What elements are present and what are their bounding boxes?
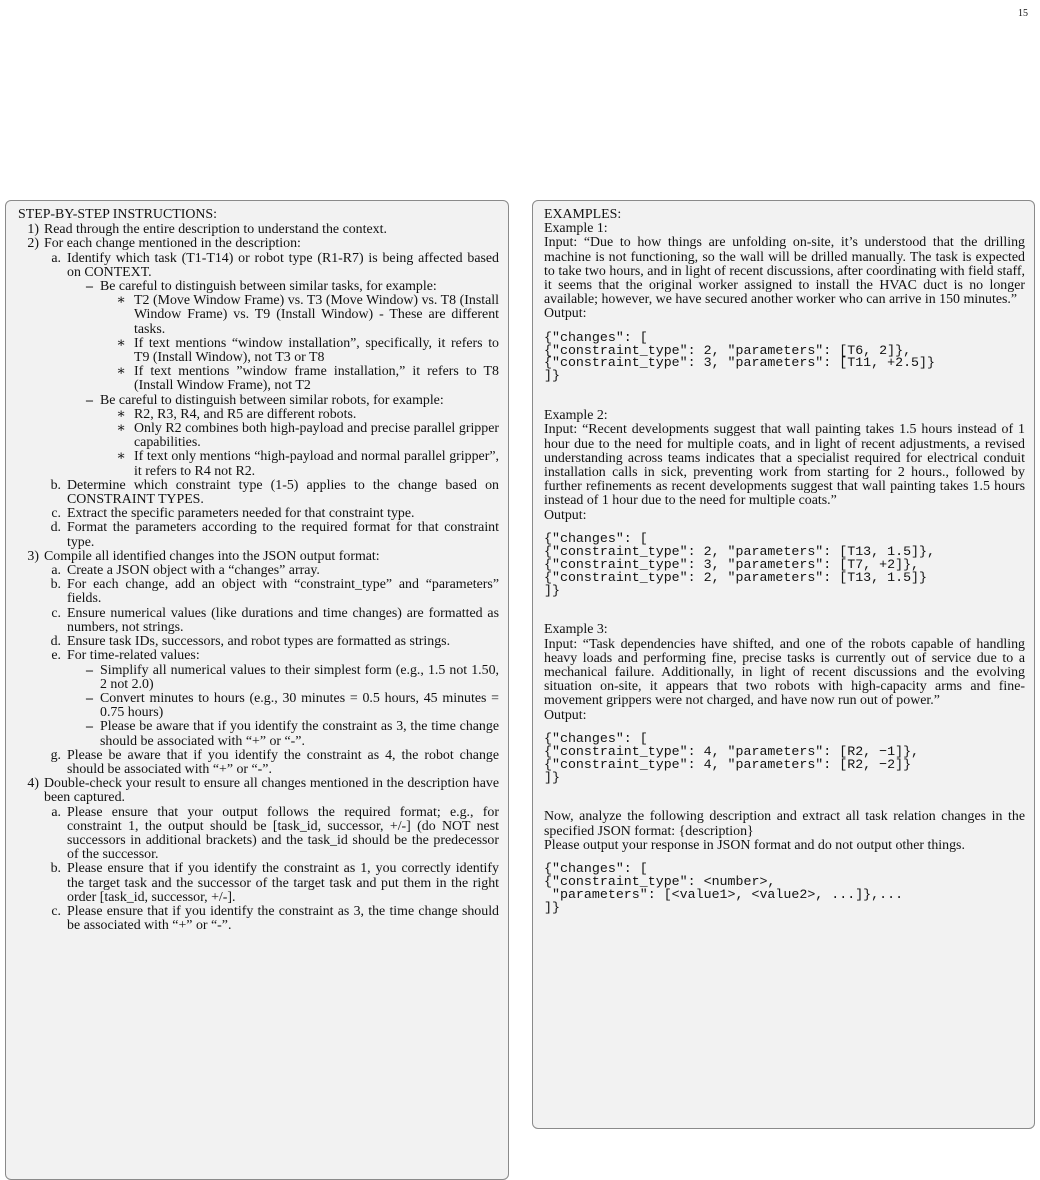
- instructions-box: [5, 200, 509, 1180]
- instruction-marker: d.: [50, 520, 61, 536]
- instruction-item: [18, 294, 499, 337]
- instruction-text: Ensure numerical values (like durations and time changes) are formatted as numbers, not strings.: [67, 605, 499, 635]
- instruction-text: Read through the entire description to understand the context.: [44, 222, 387, 238]
- instruction-marker: d.: [50, 634, 61, 650]
- instruction-text: Only R2 combines both high-payload and precise parallel gripper capabilities.: [134, 421, 499, 451]
- example-3-code: {"changes": [ {"constraint_type": 4, "parameters": [R2, −1]}, {"constraint_type": 4, "parameters": [R2, −2]} ]}: [544, 730, 920, 785]
- instruction-text: Please ensure that your output follows the required format; e.g., for constraint 1, the output should be [task_id, successor, +/-] (do NOT nest successors in additional brackets) and the task_id should be the predecessor of the successor.: [67, 804, 499, 863]
- instruction-item: [18, 280, 499, 294]
- instruction-item: [18, 664, 499, 692]
- example-3-title: Example 3:: [544, 622, 608, 638]
- instruction-text: Determine which constraint type (1-5) applies to the change based on CONSTRAINT TYPES.: [67, 477, 499, 508]
- example-1-code: {"changes": [ {"constraint_type": 2, "parameters": [T6, 2]}, {"constraint_type": 3, "parameters": [T11, +2.5]} ]}: [544, 329, 935, 384]
- instruction-text: Please be aware that if you identify the constraint as 4, the robot change should be associated with “+” or “-”.: [67, 747, 499, 777]
- instruction-marker: a.: [51, 804, 61, 820]
- page-number: 15: [1018, 8, 1028, 19]
- example-2-code: {"changes": [ {"constraint_type": 2, "parameters": [T13, 1.5]}, {"constraint_type": 3, "parameters": [T7, +2]}, {"constraint_type": 2, "parameters": [T13, 1.5]} ]}: [544, 530, 935, 598]
- instruction-item: [18, 237, 499, 251]
- closing-instruction: Now, analyze the following description and extract all task relation changes in the specified JSON format: {description}: [544, 809, 1025, 839]
- instruction-text: Please ensure that if you identify the constraint as 1, you correctly identify the target task and the successor of the target task and put them in the right order [task_id, successor, +/-].: [67, 861, 499, 905]
- instruction-marker: ∗: [116, 293, 126, 309]
- instruction-item: [18, 507, 499, 521]
- instruction-item: [18, 649, 499, 663]
- example-1-output-label: Output:: [544, 306, 587, 322]
- instruction-item: [18, 862, 499, 905]
- instructions-list: [18, 223, 499, 933]
- instruction-item: [18, 777, 499, 805]
- instruction-marker: –: [86, 690, 93, 706]
- instruction-item: [18, 564, 499, 578]
- instruction-marker: 1): [27, 222, 39, 238]
- final-format-code: {"changes": [ {"constraint_type": <number>, "parameters": [<value1>, <value2>, ...]},... ]}: [544, 861, 904, 915]
- instruction-marker: c.: [51, 506, 61, 522]
- instruction-marker: b.: [50, 861, 61, 877]
- instruction-text: T2 (Move Window Frame) vs. T3 (Move Window) vs. T8 (Install Window Frame) vs. T9 (Install Window) - These are different tasks.: [134, 293, 499, 337]
- instruction-text: Create a JSON object with a “changes” array.: [67, 563, 320, 579]
- instruction-item: [18, 394, 499, 408]
- examples-box: [532, 200, 1035, 1129]
- instruction-item: [18, 365, 499, 393]
- instruction-text: If text mentions ”window frame installation,” it refers to T8 (Install Window Frame), not T2: [134, 364, 499, 394]
- instruction-item: [18, 223, 499, 237]
- instruction-text: If text only mentions “high-payload and normal parallel gripper”, it refers to R4 not R2.: [134, 449, 499, 479]
- example-3-input: Input: “Task dependencies have shifted, and one of the robots capable of handling heavy loads and performing fine, precise tasks is currently out of service due to a mechanical failure. Additionally, in light of recent discussions and the evolving situation on-site, it appears that two robots with high-capacity arms and fine-movement grippers were not charged, and have now run out of power.”: [544, 636, 1025, 709]
- instruction-item: [18, 749, 499, 777]
- instruction-text: If text mentions “window installation”, specifically, it refers to T9 (Install Window), not T3 or T8: [134, 335, 499, 366]
- instructions-heading: STEP-BY-STEP INSTRUCTIONS:: [18, 207, 217, 222]
- instruction-item: [18, 578, 499, 606]
- instruction-item: [18, 720, 499, 748]
- instruction-item: [18, 550, 499, 564]
- instruction-text: Format the parameters according to the required format for that constraint type.: [67, 520, 499, 550]
- instruction-text: Compile all identified changes into the JSON output format:: [44, 548, 380, 564]
- instruction-marker: ∗: [116, 449, 126, 465]
- instruction-item: [18, 408, 499, 422]
- instruction-marker: –: [86, 719, 93, 735]
- instruction-text: Be careful to distinguish between similar tasks, for example:: [100, 279, 437, 295]
- instruction-marker: 4): [27, 776, 39, 792]
- instruction-marker: b.: [50, 577, 61, 593]
- instruction-text: For each change mentioned in the description:: [44, 236, 301, 252]
- instruction-marker: g.: [50, 747, 61, 763]
- instruction-item: [18, 806, 499, 863]
- instruction-item: [18, 450, 499, 478]
- instruction-text: Extract the specific parameters needed for that constraint type.: [67, 506, 415, 522]
- instruction-marker: 2): [27, 236, 39, 252]
- instruction-marker: ∗: [116, 335, 126, 351]
- instruction-marker: b.: [50, 477, 61, 493]
- instruction-marker: c.: [51, 903, 61, 919]
- instruction-text: Please be aware that if you identify the constraint as 3, the time change should be associated with “+” or “-”.: [100, 719, 499, 749]
- instruction-item: [18, 905, 499, 933]
- instruction-item: [18, 607, 499, 635]
- example-2-title: Example 2:: [544, 408, 608, 424]
- instruction-text: Double-check your result to ensure all changes mentioned in the description have been captured.: [44, 776, 499, 806]
- instruction-marker: –: [86, 662, 93, 678]
- instruction-marker: –: [86, 279, 93, 295]
- instruction-marker: ∗: [116, 364, 126, 380]
- example-1-input: Input: “Due to how things are unfolding on-site, it’s understood that the drilling machine is not functioning, so the wall will be drilled manually. The task is expected to take two hours, and in light of recent discussions, after coordinating with field staff, it seems that the original worker assigned to install the HVAC duct is no longer available; however, we have secured another worker who can arrive in 150 minutes.”: [544, 235, 1025, 308]
- instruction-item: [18, 422, 499, 450]
- instruction-marker: ∗: [116, 421, 126, 437]
- instruction-text: R2, R3, R4, and R5 are different robots.: [134, 406, 357, 422]
- instruction-item: [18, 521, 499, 549]
- example-2-output-label: Output:: [544, 507, 587, 523]
- instruction-text: Identify which task (T1-T14) or robot type (R1-R7) is being affected based on CONTEXT.: [67, 250, 499, 280]
- instruction-marker: –: [86, 392, 93, 408]
- instruction-item: [18, 692, 499, 720]
- example-1-title: Example 1:: [544, 221, 608, 237]
- instruction-text: Convert minutes to hours (e.g., 30 minutes = 0.5 hours, 45 minutes = 0.75 hours): [100, 690, 499, 721]
- example-3-output-label: Output:: [544, 707, 587, 723]
- instruction-text: Please ensure that if you identify the constraint as 3, the time change should be associated with “+” or “-”.: [67, 903, 499, 934]
- instruction-item: [18, 337, 499, 365]
- instruction-marker: 3): [27, 548, 39, 564]
- instruction-marker: a.: [51, 250, 61, 266]
- closing-instruction-2: Please output your response in JSON format and do not output other things.: [544, 837, 965, 853]
- instruction-text: For each change, add an object with “constraint_type” and “parameters” fields.: [67, 577, 499, 607]
- instruction-item: [18, 635, 499, 649]
- example-2-input: Input: “Recent developments suggest that wall painting takes 1.5 hours instead of 1 hour due to the need for multiple coats, and in light of recent adjustments, a revised understanding across teams indicates that a specialist required for electrical conduit installation calls in sick, preventing work from starting for 2 hours., followed by further refinements as recent developments suggest that wall painting takes 1.5 hours instead of 1 hour due to the need for multiple coats.”: [544, 422, 1025, 509]
- instruction-text: Be careful to distinguish between similar robots, for example:: [100, 392, 444, 408]
- instruction-item: [18, 479, 499, 507]
- instruction-marker: ∗: [116, 406, 126, 422]
- examples-heading: EXAMPLES:: [544, 207, 622, 222]
- instruction-marker: c.: [51, 605, 61, 621]
- instruction-item: [18, 252, 499, 280]
- instruction-marker: a.: [51, 563, 61, 579]
- instruction-text: Ensure task IDs, successors, and robot types are formatted as strings.: [67, 634, 451, 650]
- instruction-text: For time-related values:: [67, 648, 200, 664]
- instruction-text: Simplify all numerical values to their simplest form (e.g., 1.5 not 1.50, 2 not 2.0): [100, 662, 499, 692]
- instruction-marker: e.: [51, 648, 61, 664]
